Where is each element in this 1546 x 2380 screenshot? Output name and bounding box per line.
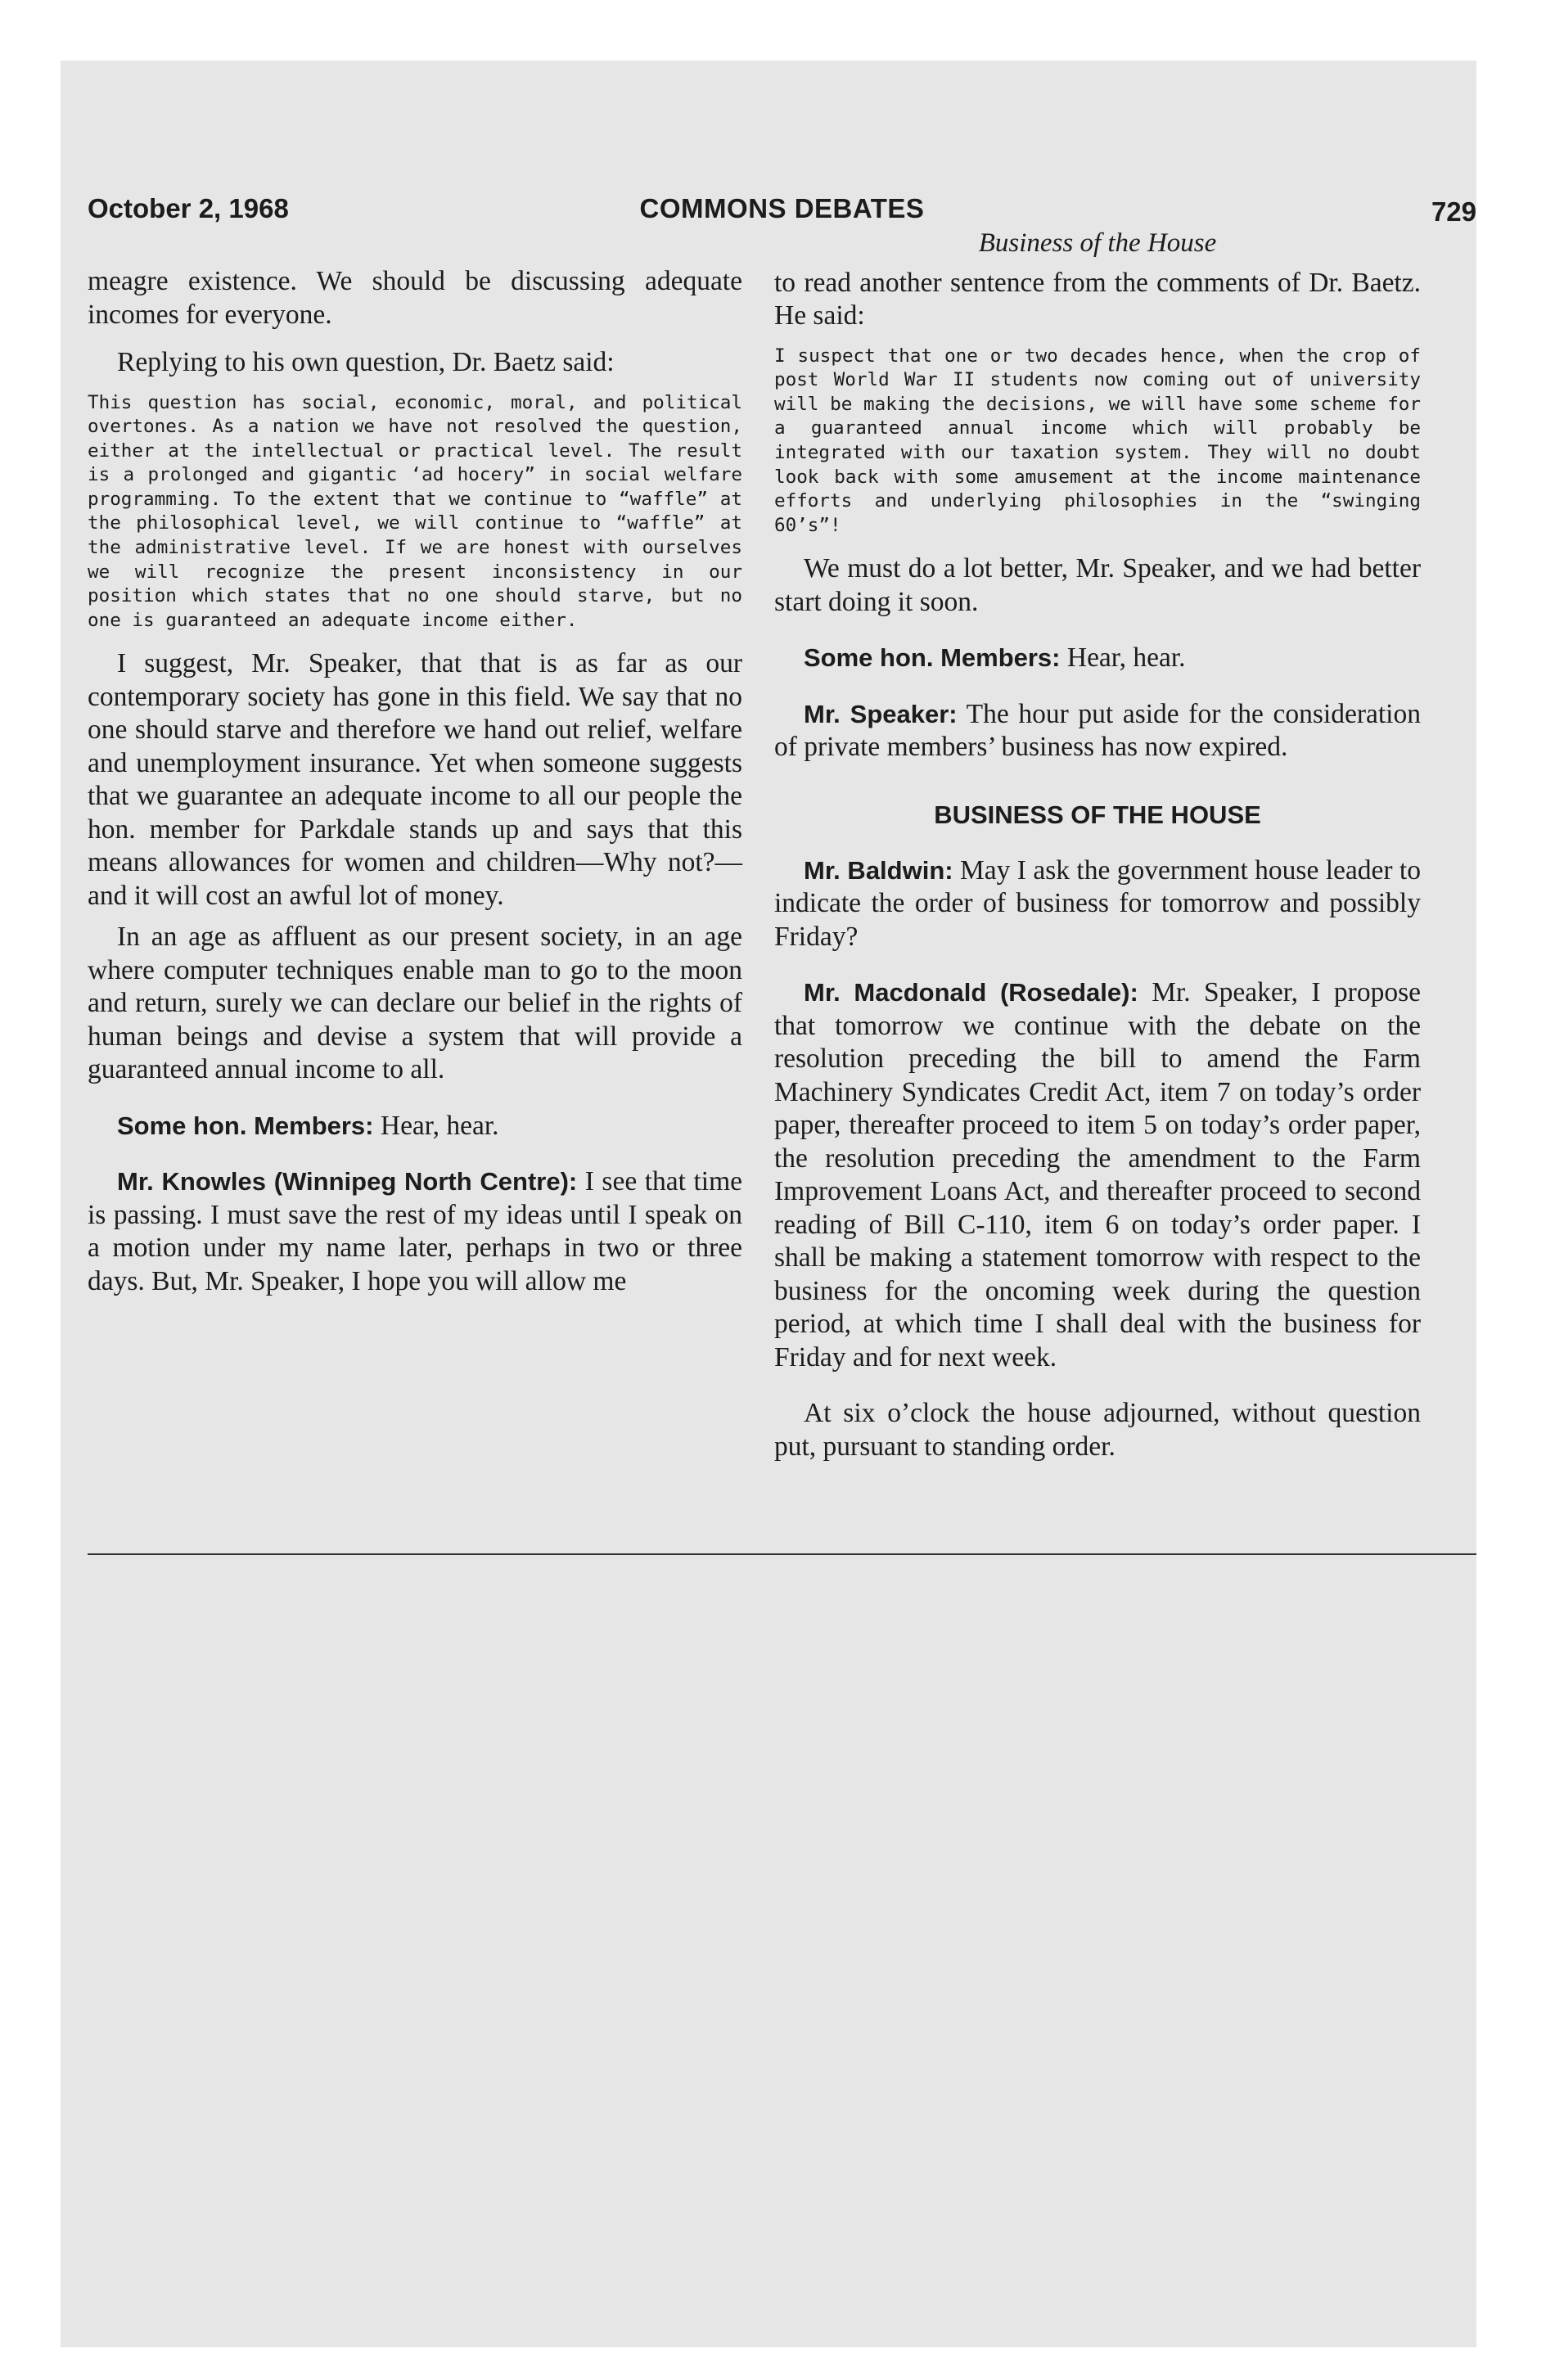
speech-text: May I ask the government house leader to indicate the order of business for tomorrow and possibly Friday? (774, 854, 1421, 952)
speaker-name: Mr. Knowles (Winnipeg North Centre): (117, 1167, 578, 1197)
block-quote: This question has social, economic, moral, and political overtones. As a nation we have not resolved the question, either at the intellectual or practical level. The result is a prolonged and gigantic ‘ad hocery” in social welfare programming. To the extent that we continue to “waffle” at the philosophical level, we will continue to “waffle” at the administrative level. If we are honest with ourselves we will recognize the present inconsistency in our position which states that no one should starve, but no one is guaranteed an adequate income either. (88, 391, 742, 631)
speech (774, 642, 1421, 675)
right-column (774, 228, 1421, 1463)
speech-text: Hear, hear. (380, 1110, 499, 1141)
speaker-name: Mr. Macdonald (Rosedale): (804, 978, 1138, 1007)
speech-text: Mr. Speaker, I propose that tomorrow we continue with the debate on the resolution preceding the bill to amend the Farm Machinery Syndicates Credit Act, item 7 on today’s order paper, thereafter proceed to item 5 on today’s order paper, the resolution preceding the amendment to the Farm Improvement Loans Act, and thereafter proceed to second reading of Bill C-110, item 6 on today’s order paper. I shall be making a statement tomorrow with respect to the business for the oncoming week during the question period, at which time I shall deal with the business for Friday and for next week. (774, 977, 1421, 1373)
header-date: October 2, 1968 (88, 193, 289, 223)
block-quote: I suspect that one or two decades hence, when the crop of post World War II students now coming out of university will be making the decisions, we will have some scheme for a guaranteed annual income which will probably be integrated with our taxation system. They will no doubt look back with some amusement at the income maintenance efforts and underlying philosophies in the “swinging 60’s”! (774, 345, 1421, 536)
speech-text: Hear, hear. (1066, 642, 1186, 674)
speech-text: The hour put aside for the consideration of private members’ business has now expired. (774, 698, 1421, 763)
paragraph: I suggest, Mr. Speaker, that that is as far as our contemporary society has gone in this field. We say that no one should starve and therefore we hand out relief, welfare and unemployment insurance. Yet when someone suggests that we guarantee an adequate income to all our people the hon. member for Parkdale stands up and says that this means allowances for women and children—Why not?—and it will cost an awful lot of money. (88, 648, 742, 911)
running-head: Business of the House (978, 228, 1217, 258)
speech (88, 1110, 742, 1143)
speaker-name: Mr. Speaker: (804, 699, 958, 728)
paragraph: In an age as affluent as our present society, in an age where computer techniques enable man to go to the moon and return, surely we can declare our belief in the rights of human beings and devise a system that will provide a guaranteed annual income to all. (88, 922, 742, 1085)
speech-text: I see that time is passing. I must save the rest of my ideas until I speak on a motion under my name later, perhaps in two or three days. But, Mr. Speaker, I hope you will allow me (88, 1166, 742, 1296)
header-title: COMMONS DEBATES (639, 193, 925, 223)
page-number: 729 (1431, 196, 1476, 227)
speaker-name: Some hon. Members: (117, 1111, 374, 1140)
speech (774, 698, 1421, 764)
section-heading: BUSINESS OF THE HOUSE (934, 800, 1261, 829)
bottom-rule (88, 1553, 1476, 1555)
speech (774, 976, 1421, 1374)
speaker-name: Some hon. Members: (804, 643, 1061, 673)
speaker-name: Mr. Baldwin: (804, 855, 953, 885)
page-header (88, 193, 1476, 232)
paragraph: Replying to his own question, Dr. Baetz said: (117, 347, 615, 377)
speech (88, 1165, 742, 1298)
paragraph: We must do a lot better, Mr. Speaker, and we had better start doing it soon. (774, 553, 1421, 617)
paragraph: At six o’clock the house adjourned, without question put, pursuant to standing order. (774, 1398, 1421, 1462)
left-column (88, 228, 742, 1298)
paragraph: meagre existence. We should be discussing adequate incomes for everyone. (88, 266, 742, 330)
speech (774, 854, 1421, 954)
paragraph: to read another sentence from the comments of Dr. Baetz. He said: (774, 267, 1421, 331)
